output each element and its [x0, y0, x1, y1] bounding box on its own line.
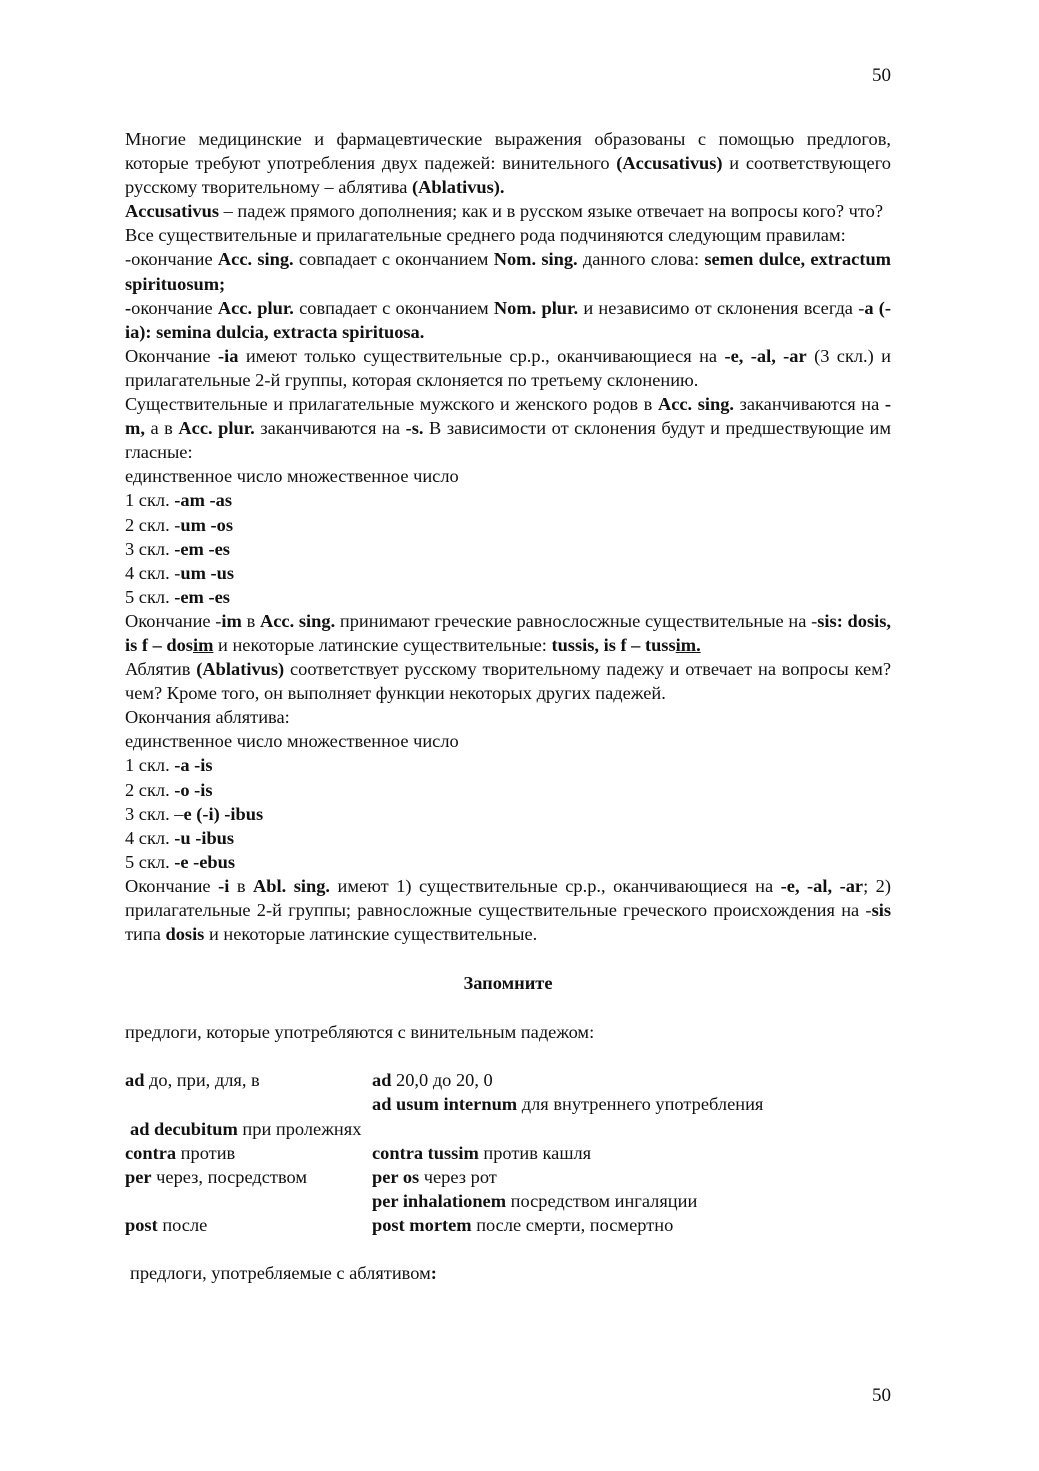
- acc-prepositions-intro: предлоги, которые употребляются с винительным падежом:: [125, 1022, 595, 1043]
- term: Nom. sing.: [493, 249, 578, 270]
- rule-im-ending: [125, 609, 891, 657]
- ending: e (-i) -ibus: [183, 803, 264, 824]
- text: Аблятив: [125, 659, 197, 680]
- text: – падеж прямого дополнения; как и в русском языке отвечает на вопросы кого? что?: [219, 201, 884, 222]
- example-word: contra tussim: [372, 1142, 479, 1163]
- declension-label: 3 скл. –: [125, 803, 184, 824]
- text: и некоторые латинские существительные:: [213, 634, 552, 655]
- text: совпадает с окончанием: [293, 249, 494, 270]
- text: типа: [125, 924, 166, 945]
- term: -i: [218, 875, 230, 896]
- ending: um -os: [180, 514, 234, 535]
- example-word: ad usum internum: [372, 1094, 518, 1115]
- term-ablativus: (Ablativus).: [412, 177, 505, 198]
- ending: um -us: [180, 562, 235, 583]
- text: имеют только существительные ср.р., оканчивающиеся на: [238, 345, 725, 366]
- example-translation: 20,0 до 20, 0: [391, 1070, 493, 1091]
- prep-row: [125, 1165, 891, 1189]
- text: Окончание -: [125, 610, 222, 631]
- example-word: ad: [372, 1070, 392, 1091]
- text: и независимо от склонения всегда -: [578, 297, 865, 318]
- example-translation: через рот: [419, 1166, 497, 1187]
- example-cell: [372, 1165, 891, 1189]
- underlined-ending: im: [192, 634, 214, 655]
- page-number-top: 50: [872, 65, 891, 86]
- declension-label: 4 скл.: [125, 827, 175, 848]
- term: Abl. sing.: [253, 875, 331, 896]
- abl-ending-row: [125, 826, 891, 850]
- text: В зависимости от склонения будут и предшествующие им гласные:: [125, 418, 892, 463]
- declension-label: 4 скл.: [125, 562, 175, 583]
- rule-acc-plur: [125, 296, 891, 344]
- text: а в: [144, 418, 179, 439]
- text: заканчиваются на: [734, 394, 885, 415]
- example-cell: [372, 1189, 891, 1213]
- abl-ending-row: [125, 802, 891, 826]
- prep-translation: после: [157, 1214, 208, 1235]
- abl-ending-row: [125, 778, 891, 802]
- accusativus-definition: [125, 199, 891, 223]
- rule-acc-sing: [125, 247, 891, 295]
- text: предлоги, употребляемые с аблятивом: [130, 1263, 431, 1284]
- text: Окончание: [125, 345, 218, 366]
- declension-label: 2 скл.: [125, 779, 175, 800]
- acc-ending-row: [125, 488, 891, 512]
- declension-label: 2 скл.: [125, 514, 175, 535]
- underlined-ending: im.: [675, 634, 701, 655]
- prep-row: [125, 1117, 891, 1141]
- prep-cell: [125, 1189, 372, 1213]
- text: Окончание: [125, 875, 219, 896]
- declension-label: 1 скл.: [125, 490, 175, 511]
- prep-word: per: [125, 1166, 152, 1187]
- page-body: [125, 127, 891, 1285]
- term: Acc. sing.: [217, 249, 294, 270]
- declension-label: 1 скл.: [125, 755, 175, 776]
- prep-word: contra: [125, 1142, 177, 1163]
- term: -s.: [405, 418, 424, 439]
- text: данного слова:: [577, 249, 705, 270]
- ending: -o -is: [174, 779, 213, 800]
- term: -m,: [125, 394, 891, 439]
- text: и соответствующего русскому творительному – аблятива: [125, 153, 891, 198]
- example: sis: dosis, is f – dos: [125, 610, 891, 655]
- text: -окончание: [125, 249, 218, 270]
- example-word: per inhalationem: [372, 1190, 507, 1211]
- prep-cell: [125, 1141, 372, 1165]
- abl-ending-row: [125, 753, 891, 777]
- example-translation: посредством ингаляции: [506, 1190, 698, 1211]
- ablative-endings-title: Окончания аблятива:: [125, 707, 290, 728]
- colon: :: [430, 1263, 437, 1284]
- example-cell: [372, 1213, 891, 1237]
- prep-row: [125, 1189, 891, 1213]
- abl-ending-row: [125, 850, 891, 874]
- text: заканчиваются на: [254, 418, 406, 439]
- text: соответствует русскому творительному падежу и отвечает на вопросы кем? чем? Кроме того, он выполняет функции некоторых других падежей.: [125, 659, 892, 704]
- prep-cell: [125, 1165, 372, 1189]
- term: -e, -al, -ar: [780, 875, 864, 896]
- term: dosis: [165, 924, 205, 945]
- rule-ia-ending: [125, 344, 891, 392]
- dash: -: [125, 297, 132, 318]
- example-translation: при пролежнях: [237, 1118, 362, 1139]
- term: -ia: [217, 345, 239, 366]
- text: Многие медицинские и фармацевтические выражения образованы с помощью предлогов, которые требуют употребления двух падежей: винительного: [125, 129, 891, 174]
- example: semen dulce, extractum spirituosum;: [125, 249, 892, 294]
- text: ; 2) прилагательные 2-й группы; равносложные существительные греческого происхождения на -: [125, 875, 891, 920]
- prep-cell: [125, 1068, 372, 1092]
- neuter-rules-intro: Все существительные и прилагательные среднего рода подчиняются следующим правилам:: [125, 225, 846, 246]
- example-word: per os: [372, 1166, 420, 1187]
- prep-translation: через, посредством: [151, 1166, 307, 1187]
- example-translation: для внутреннего употребления: [517, 1094, 764, 1115]
- example-word: ad decubitum: [130, 1118, 238, 1139]
- prep-row: [125, 1068, 891, 1092]
- term: Nom. plur.: [493, 297, 579, 318]
- prep-translation: до, при, для, в: [144, 1070, 260, 1091]
- abl-prepositions-intro: [125, 1261, 891, 1285]
- prep-translation: против: [176, 1142, 236, 1163]
- term: Acc. sing.: [259, 610, 336, 631]
- declension-label: 5 скл.: [125, 586, 175, 607]
- term: sis: [871, 900, 891, 920]
- prep-word: ad: [125, 1070, 145, 1091]
- intro-paragraph: [125, 127, 891, 199]
- example: tussis, is f – tuss: [551, 634, 676, 655]
- text: в: [241, 610, 260, 631]
- example: a (-ia): semina dulcia, extracta spirituosa.: [125, 297, 891, 342]
- declension-label: 5 скл.: [125, 851, 175, 872]
- term-accusativus: (Accusativus): [616, 153, 723, 174]
- example-cell: [130, 1117, 891, 1141]
- example-word: post mortem: [372, 1214, 472, 1235]
- prep-row: [125, 1092, 891, 1116]
- ending: -am -as: [174, 490, 232, 511]
- text: совпадает с окончанием: [293, 297, 494, 318]
- text: имеют 1) существительные ср.р., оканчивающиеся на: [330, 875, 781, 896]
- prep-row: [125, 1213, 891, 1237]
- prep-cell: [125, 1213, 372, 1237]
- prep-cell: [125, 1092, 372, 1116]
- term: Acc. sing.: [657, 394, 734, 415]
- acc-ending-row: [125, 537, 891, 561]
- page-number-bottom: 50: [872, 1385, 891, 1406]
- declension-label: 3 скл.: [125, 538, 175, 559]
- prep-row: [125, 1141, 891, 1165]
- remember-heading: Запомните: [463, 973, 553, 994]
- example-cell: [372, 1141, 891, 1165]
- term: Acc. plur.: [217, 297, 294, 318]
- ending: -em -es: [174, 586, 230, 607]
- text: Существительные и прилагательные мужского и женского родов в: [125, 394, 658, 415]
- acc-ending-row: [125, 585, 891, 609]
- acc-columns-header: единственное число множественное число: [125, 466, 459, 487]
- rule-masc-fem: [125, 392, 891, 464]
- text: и некоторые латинские существительные.: [204, 924, 538, 945]
- term: Acc. plur.: [178, 418, 255, 439]
- term: im: [221, 610, 242, 631]
- term-accusativus: Accusativus: [125, 201, 220, 222]
- ablative-definition: [125, 657, 891, 705]
- example-cell: [372, 1092, 891, 1116]
- acc-ending-row: [125, 561, 891, 585]
- dash: -: [174, 562, 181, 583]
- example-translation: после смерти, посмертно: [471, 1214, 674, 1235]
- text: окончание: [131, 297, 218, 318]
- example-cell: [372, 1068, 891, 1092]
- text: (3 скл.) и прилагательные 2-й группы, которая склоняется по третьему склонению.: [125, 345, 892, 390]
- text: в: [229, 875, 253, 896]
- ending: -a -is: [174, 755, 213, 776]
- dash: -: [174, 514, 181, 535]
- rule-i-ending: [125, 874, 891, 946]
- prep-word: post: [125, 1214, 158, 1235]
- ending: -e -ebus: [174, 851, 236, 872]
- abl-columns-header: единственное число множественное число: [125, 731, 459, 752]
- ending: -em -es: [174, 538, 230, 559]
- acc-ending-row: [125, 513, 891, 537]
- term-ablativus: (Ablativus): [196, 659, 285, 680]
- term: -e, -al, -ar: [724, 345, 807, 366]
- text: принимают греческие равнослосжные существительные на -: [335, 610, 818, 631]
- ending: -u -ibus: [174, 827, 235, 848]
- acc-prepositions-table: [125, 1068, 891, 1237]
- example-translation: против кашля: [478, 1142, 592, 1163]
